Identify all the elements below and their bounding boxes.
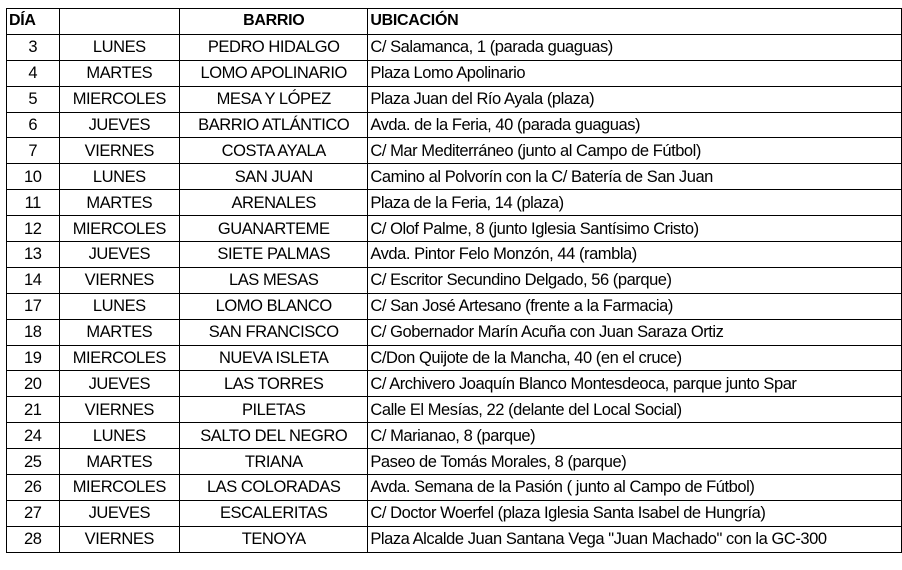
cell-ubicacion: C/ San José Artesano (frente a la Farmacia) (368, 293, 902, 319)
cell-dia: 17 (7, 293, 60, 319)
cell-barrio: LAS MESAS (180, 267, 368, 293)
cell-barrio: ARENALES (180, 190, 368, 216)
cell-dia: 5 (7, 86, 60, 112)
header-barrio: BARRIO (180, 9, 368, 35)
table-row (7, 216, 902, 242)
table-row (7, 34, 902, 60)
table-row (7, 526, 902, 552)
cell-ubicacion: C/ Olof Palme, 8 (junto Iglesia Santísimo Cristo) (368, 216, 902, 242)
table-row (7, 112, 902, 138)
cell-ubicacion: C/ Marianao, 8 (parque) (368, 423, 902, 449)
cell-barrio: BARRIO ATLÁNTICO (180, 112, 368, 138)
cell-barrio: ESCALERITAS (180, 500, 368, 526)
cell-ubicacion: C/ Mar Mediterráneo (junto al Campo de Fútbol) (368, 138, 902, 164)
cell-barrio: PILETAS (180, 397, 368, 423)
header-weekday (59, 9, 180, 35)
cell-ubicacion: Avda. de la Feria, 40 (parada guaguas) (368, 112, 902, 138)
cell-dia: 18 (7, 319, 60, 345)
cell-dia: 12 (7, 216, 60, 242)
table-row (7, 242, 902, 268)
cell-ubicacion: Paseo de Tomás Morales, 8 (parque) (368, 449, 902, 475)
cell-ubicacion: C/ Gobernador Marín Acuña con Juan Saraza Ortiz (368, 319, 902, 345)
table-row (7, 60, 902, 86)
cell-dia: 11 (7, 190, 60, 216)
header-dia: DÍA (7, 9, 60, 35)
cell-weekday: VIERNES (59, 138, 180, 164)
cell-dia: 3 (7, 34, 60, 60)
cell-weekday: LUNES (59, 423, 180, 449)
cell-barrio: LAS COLORADAS (180, 475, 368, 501)
table-row (7, 475, 902, 501)
table-row (7, 86, 902, 112)
cell-barrio: MESA Y LÓPEZ (180, 86, 368, 112)
cell-dia: 4 (7, 60, 60, 86)
cell-barrio: LOMO APOLINARIO (180, 60, 368, 86)
cell-ubicacion: Plaza Lomo Apolinario (368, 60, 902, 86)
cell-weekday: LUNES (59, 293, 180, 319)
table-row (7, 293, 902, 319)
header-row (7, 9, 902, 35)
cell-dia: 10 (7, 164, 60, 190)
cell-barrio: SIETE PALMAS (180, 242, 368, 268)
cell-weekday: JUEVES (59, 112, 180, 138)
cell-ubicacion: C/Don Quijote de la Mancha, 40 (en el cruce) (368, 345, 902, 371)
cell-dia: 14 (7, 267, 60, 293)
cell-weekday: MARTES (59, 449, 180, 475)
cell-dia: 24 (7, 423, 60, 449)
cell-ubicacion: C/ Salamanca, 1 (parada guaguas) (368, 34, 902, 60)
cell-barrio: LOMO BLANCO (180, 293, 368, 319)
cell-barrio: SAN JUAN (180, 164, 368, 190)
cell-weekday: JUEVES (59, 242, 180, 268)
cell-dia: 20 (7, 371, 60, 397)
cell-dia: 25 (7, 449, 60, 475)
cell-barrio: TRIANA (180, 449, 368, 475)
cell-weekday: VIERNES (59, 397, 180, 423)
cell-weekday: JUEVES (59, 371, 180, 397)
cell-barrio: GUANARTEME (180, 216, 368, 242)
cell-barrio: SALTO DEL NEGRO (180, 423, 368, 449)
cell-dia: 13 (7, 242, 60, 268)
cell-weekday: MARTES (59, 60, 180, 86)
table-row (7, 345, 902, 371)
cell-weekday: MIERCOLES (59, 86, 180, 112)
table-row (7, 449, 902, 475)
cell-barrio: COSTA AYALA (180, 138, 368, 164)
cell-barrio: LAS TORRES (180, 371, 368, 397)
table-row (7, 371, 902, 397)
cell-weekday: LUNES (59, 164, 180, 190)
cell-ubicacion: Plaza de la Feria, 14 (plaza) (368, 190, 902, 216)
cell-ubicacion: Avda. Pintor Felo Monzón, 44 (rambla) (368, 242, 902, 268)
table-row (7, 423, 902, 449)
cell-dia: 27 (7, 500, 60, 526)
cell-weekday: MARTES (59, 319, 180, 345)
cell-barrio: NUEVA ISLETA (180, 345, 368, 371)
cell-weekday: VIERNES (59, 267, 180, 293)
cell-ubicacion: Avda. Semana de la Pasión ( junto al Campo de Fútbol) (368, 475, 902, 501)
table-row (7, 500, 902, 526)
cell-ubicacion: Camino al Polvorín con la C/ Batería de San Juan (368, 164, 902, 190)
schedule-table (6, 8, 902, 553)
cell-ubicacion: Calle El Mesías, 22 (delante del Local Social) (368, 397, 902, 423)
cell-weekday: JUEVES (59, 500, 180, 526)
table-row (7, 164, 902, 190)
cell-dia: 7 (7, 138, 60, 164)
cell-dia: 28 (7, 526, 60, 552)
cell-weekday: MIERCOLES (59, 345, 180, 371)
table-row (7, 267, 902, 293)
table-row (7, 138, 902, 164)
cell-ubicacion: Plaza Alcalde Juan Santana Vega "Juan Machado" con la GC-300 (368, 526, 902, 552)
cell-weekday: MIERCOLES (59, 216, 180, 242)
cell-ubicacion: C/ Escritor Secundino Delgado, 56 (parque) (368, 267, 902, 293)
cell-dia: 26 (7, 475, 60, 501)
cell-dia: 21 (7, 397, 60, 423)
cell-weekday: LUNES (59, 34, 180, 60)
table-row (7, 190, 902, 216)
cell-weekday: MARTES (59, 190, 180, 216)
cell-ubicacion: C/ Doctor Woerfel (plaza Iglesia Santa Isabel de Hungría) (368, 500, 902, 526)
cell-dia: 6 (7, 112, 60, 138)
cell-barrio: TENOYA (180, 526, 368, 552)
header-ubicacion: UBICACIÓN (368, 9, 902, 35)
cell-weekday: VIERNES (59, 526, 180, 552)
table-row (7, 397, 902, 423)
cell-weekday: MIERCOLES (59, 475, 180, 501)
cell-dia: 19 (7, 345, 60, 371)
table-row (7, 319, 902, 345)
cell-ubicacion: Plaza Juan del Río Ayala (plaza) (368, 86, 902, 112)
cell-ubicacion: C/ Archivero Joaquín Blanco Montesdeoca, parque junto Spar (368, 371, 902, 397)
cell-barrio: SAN FRANCISCO (180, 319, 368, 345)
cell-barrio: PEDRO HIDALGO (180, 34, 368, 60)
